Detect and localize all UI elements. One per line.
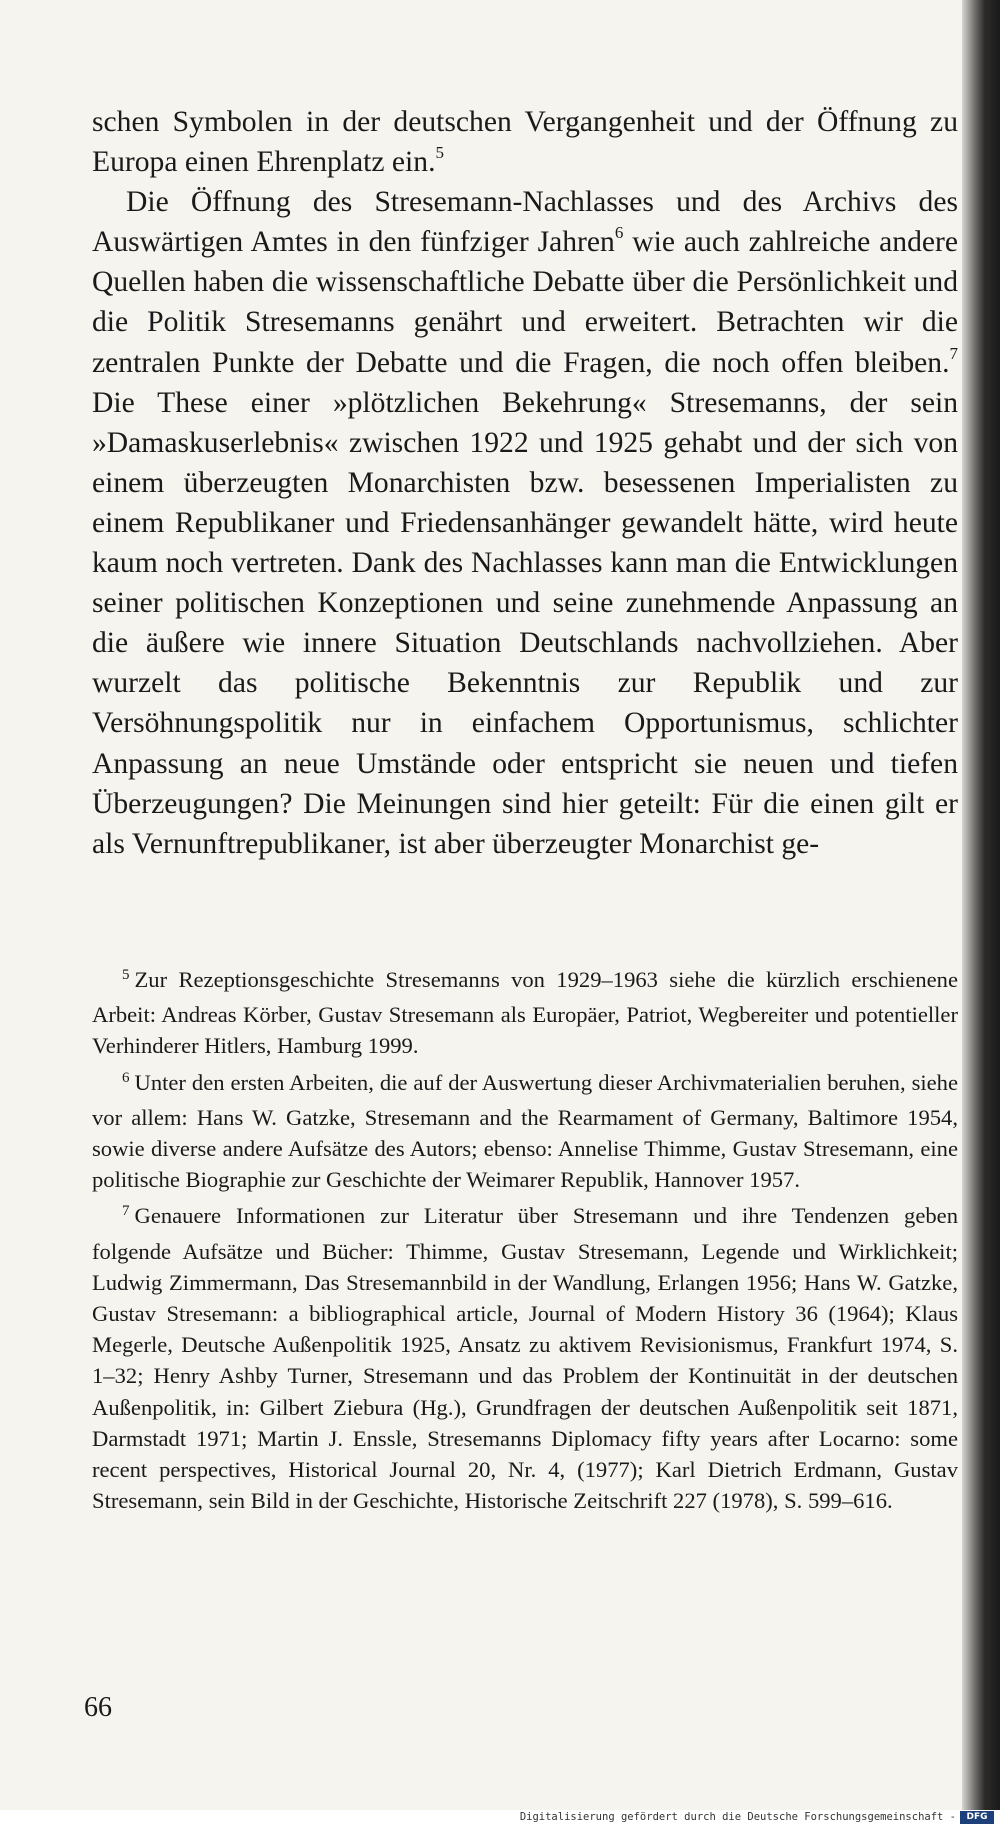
paragraph-1: schen Symbolen in der deutschen Vergangenheit und der Öffnung zu Europa einen Ehrenplatz ein.$^5$ <box>92 106 958 179</box>
footnote-ref-5: 5 <box>435 143 444 163</box>
page-binding-edge <box>962 0 1000 1810</box>
footnote-text: Zur Rezeptionsgeschichte Stresemanns von 1929–1963 siehe die kürzlich erschienene Arbeit: Andreas Körber, Gustav Stresemann als Europäer, Patriot, Wegbereiter und potentieller Verhinderer Hitlers, Hamburg 1999. <box>92 967 958 1059</box>
page-number: 66 <box>84 1692 112 1723</box>
main-text <box>92 102 958 864</box>
footnote-7 <box>92 1200 958 1516</box>
footnote-text: Unter den ersten Arbeiten, die auf der Auswertung dieser Archivmaterialien beruhen, siehe vor allem: Hans W. Gatzke, Stresemann and the Rearmament of Germany, Baltimore 1954, sowie diverse andere Aufsätze des Autors; ebenso: Annelise Thimme, Gustav Stresemann, eine politische Biographie zur Geschichte der Weimarer Republik, Hannover 1957. <box>92 1069 958 1193</box>
footnote-6 <box>92 1067 958 1196</box>
footnote-text: Genauere Informationen zur Literatur über Stresemann und ihre Tendenzen geben folgende Aufsätze und Bücher: Thimme, Gustav Stresemann, Legende und Wirklichkeit; Ludwig Zimmermann, Das Stresemannbild in der Wandlung, Erlangen 1956; Hans W. Gatzke, Gustav Stresemann: a bibliographical article, Journal of Modern History 36 (1964); Klaus Megerle, Deutsche Außenpolitik 1925, Ansatz zu aktivem Revisionismus, Frankfurt 1974, S. 1–32; Henry Ashby Turner, Stresemann und das Problem der Kontinuität in der deutschen Außenpolitik, in: Gilbert Ziebura (Hg.), Grundfragen der deutschen Außenpolitik seit 1871, Darmstadt 1971; Martin J. Enssle, Stresemanns Diplomacy fifty years after Locarno: some recent perspectives, Historical Journal 20, Nr. 4, (1977); Karl Dietrich Erdmann, Gustav Stresemann, sein Bild in der Geschichte, Historische Zeitschrift 227 (1978), S. 599–616. <box>92 1203 958 1514</box>
footnotes <box>92 964 958 1521</box>
footnote-number: 5 <box>122 967 130 983</box>
footnote-number: 6 <box>122 1069 130 1086</box>
footnote-5 <box>92 964 958 1062</box>
footnote-number: 7 <box>122 1203 130 1220</box>
digitization-credit: Digitalisierung gefördert durch die Deutsche Forschungsgemeinschaft - <box>519 1811 956 1823</box>
paragraph-2: Die Öffnung des Stresemann-Nachlasses und des Archivs des Auswärtigen Amtes in den fünfziger Jahren$^6$ wie auch zahlreiche andere Quellen haben die wissenschaftliche Debatte über die Persönlichkeit und die Politik Stresemanns genährt und erweitert. Betrachten wir die zentralen Punkte der Debatte und die Fragen, die noch offen bleiben.$^7$ Die These einer »plötzlichen Bekehrung« Stresemanns, der sein »Damaskuserlebnis« zwischen 1922 und 1925 gehabt und der sich von einem überzeugten Monarchisten bzw. besessenen Imperialisten zu einem Republikaner und Friedensanhänger gewandelt hätte, wird heute kaum noch vertreten. Dank des Nachlasses kann man die Entwicklungen seiner politischen Konzeptionen und seine zunehmende Anpassung an die äußere wie innere Situation Deutschlands nachvollziehen. Aber wurzelt das politische Bekenntnis zur Republik und zur Versöhnungspolitik nur in einfachem Opportunismus, schlichter Anpassung an neue Umstände oder entspricht sie neuen und tiefen Überzeugungen? Die Meinungen sind hier geteilt: Für die einen gilt er als Vernunftrepublikaner, ist aber überzeugter Monarchist ge- <box>92 186 959 860</box>
dfg-logo: DFG <box>960 1811 994 1824</box>
footnote-ref-7: 7 <box>949 343 958 363</box>
footnote-ref-6: 6 <box>614 223 624 243</box>
